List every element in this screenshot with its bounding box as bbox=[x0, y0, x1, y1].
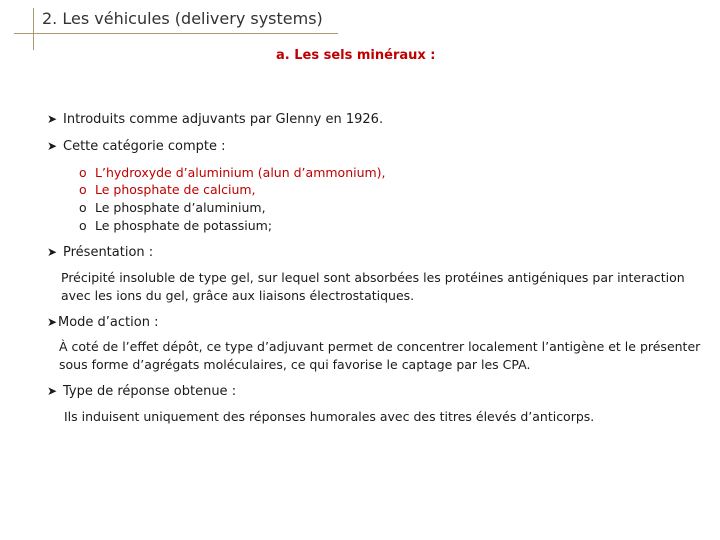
arrow-bullet-icon: ➤ bbox=[47, 112, 58, 126]
bullet-text: Type de réponse obtenue : bbox=[63, 384, 237, 399]
mode-action-text-line-2: sous forme d’agrégats moléculaires, ce qui favorise le captage par les CPA. bbox=[59, 357, 531, 372]
arrow-bullet-icon: ➤ bbox=[47, 139, 58, 153]
title-underline bbox=[14, 33, 338, 34]
presentation-text-line-2: avec les ions du gel, grâce aux liaisons électrostatiques. bbox=[61, 288, 415, 303]
bullet-text: Mode d’action : bbox=[58, 315, 159, 330]
section-title: a. Les sels minéraux : bbox=[276, 48, 436, 63]
list-item-text: Le phosphate d’aluminium, bbox=[95, 200, 266, 215]
bullet-type-reponse bbox=[47, 384, 236, 399]
list-item bbox=[79, 182, 256, 197]
bullet-mode-action bbox=[47, 315, 158, 330]
bullet-presentation bbox=[47, 245, 153, 260]
list-item bbox=[79, 218, 272, 233]
list-marker: o bbox=[79, 165, 87, 180]
list-marker: o bbox=[79, 218, 87, 233]
list-marker: o bbox=[79, 182, 87, 197]
list-item bbox=[79, 165, 386, 180]
bullet-text: Cette catégorie compte : bbox=[63, 139, 226, 154]
arrow-bullet-icon: ➤ bbox=[47, 384, 58, 398]
bullet-text: Présentation : bbox=[63, 245, 154, 260]
type-reponse-text: Ils induisent uniquement des réponses humorales avec des titres élevés d’anticorps. bbox=[64, 409, 595, 424]
bullet-text: Introduits comme adjuvants par Glenny en 1926. bbox=[63, 112, 384, 127]
presentation-text-line-1: Précipité insoluble de type gel, sur lequel sont absorbées les protéines antigéniques par interaction bbox=[61, 270, 685, 285]
arrow-bullet-icon: ➤ bbox=[47, 245, 58, 259]
arrow-bullet-icon: ➤ bbox=[47, 315, 58, 329]
list-item-text: Le phosphate de potassium; bbox=[95, 218, 273, 233]
list-marker: o bbox=[79, 200, 87, 215]
mode-action-text-line-1: À coté de l’effet dépôt, ce type d’adjuvant permet de concentrer localement l’antigène et le présenter bbox=[59, 339, 701, 354]
title-vertical-rule bbox=[33, 8, 34, 50]
list-item bbox=[79, 200, 266, 215]
bullet-introduits bbox=[47, 112, 383, 127]
list-item-text: L’hydroxyde d’aluminium (alun d’ammonium), bbox=[95, 165, 386, 180]
slide-title: 2. Les véhicules (delivery systems) bbox=[42, 9, 323, 28]
bullet-categorie bbox=[47, 139, 226, 154]
list-item-text: Le phosphate de calcium, bbox=[95, 182, 256, 197]
